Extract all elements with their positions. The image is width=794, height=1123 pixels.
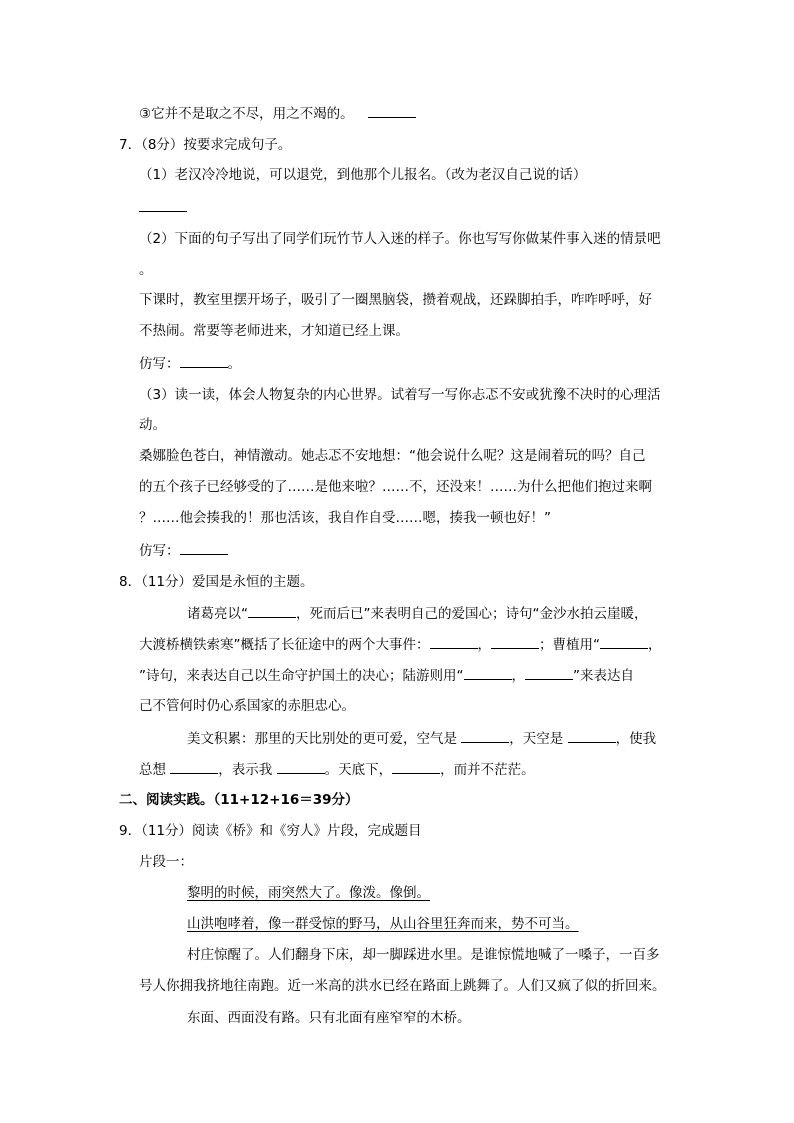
q8-line3: ”诗句，来表达自己以生命守护国土的决心；陆游则用“ ， ”来表达自 [139, 665, 634, 686]
q9-underlined-sentence-1: 黎明的时候，雨突然大了。像泼。像倒。 [187, 885, 430, 901]
answer-blank[interactable] [600, 634, 648, 649]
q9-excerpt-label: 片段一： [139, 854, 193, 870]
q9-underlined-sentence-2: 山洪咆哮着，像一群受惊的野马，从山谷里狂奔而来，势不可当。 [187, 916, 579, 932]
answer-blank[interactable] [368, 103, 416, 118]
answer-blank[interactable] [392, 759, 440, 774]
q7-part2-line1: （2）下面的句子写出了同学们玩竹节人入迷的样子。你也写写你做某件事入迷的情景吧 [139, 231, 661, 247]
answer-blank[interactable] [491, 634, 539, 649]
q7-part1-answer [139, 197, 187, 218]
q9-heading: 9．（11分）阅读《桥》和《穷人》片段，完成题目 [119, 823, 422, 839]
answer-blank[interactable] [170, 759, 218, 774]
q9-paragraph-line2: 号人你拥我挤地往南跑。近一米高的洪水已经在路面上跳舞了。人们又疯了似的折回来。 [139, 978, 666, 994]
q8-line6: 总想 ，表示我 。天底下， ，而并不茫茫。 [139, 759, 535, 780]
answer-blank[interactable] [139, 197, 187, 212]
answer-blank[interactable] [248, 603, 296, 618]
answer-blank[interactable] [525, 665, 573, 680]
q7-part2-example-line2: 不热闹。常要等老师进来，才知道已经上课。 [139, 323, 409, 339]
section-2-heading: 二、阅读实践。（11+12+16＝39分） [119, 792, 359, 808]
q7-part3-example-line2: 的五个孩子已经够受的了……是他来啦？……不，还没来！……为什么把他们抱过来啊 [139, 479, 652, 495]
q8-heading: 8．（11分）爱国是永恒的主题。 [119, 574, 314, 590]
q6-item-3: ③它并不是取之不尽，用之不竭的。 [139, 103, 416, 124]
q7-part3-line1: （3）读一读，体会人物复杂的内心世界。试着写一写你忐忑不安或犹豫不决时的心理活 [139, 387, 661, 403]
answer-blank[interactable] [464, 665, 512, 680]
q8-line1: 诸葛亮以“ ，死而后已”来表明自己的爱国心；诗句“金沙水拍云崖暖， [187, 603, 648, 624]
answer-blank[interactable] [430, 634, 478, 649]
q8-line2: 大渡桥横铁索寒”概括了长征途中的两个大事件： ， ；曹植用“ ， [139, 634, 662, 655]
answer-blank[interactable] [180, 353, 228, 368]
answer-blank[interactable] [180, 540, 228, 555]
q7-part3-example-line1: 桑娜脸色苍白，神情激动。她忐忑不安地想：“他会说什么呢？这是闹着玩的吗？自己 [139, 448, 646, 464]
answer-blank[interactable] [461, 728, 509, 743]
q8-line4: 己不管何时仍心系国家的赤胆忠心。 [139, 698, 355, 714]
answer-blank[interactable] [568, 728, 616, 743]
q7-part2-line2: 。 [139, 262, 153, 278]
q9-paragraph-line1: 村庄惊醒了。人们翻身下床，却一脚踩进水里。是谁惊慌地喊了一嗓子，一百多 [187, 947, 660, 963]
q7-part3-example-line3: ？……他会揍我的！那也活该，我自作自受……嗯，揍我一顿也好！” [139, 510, 551, 526]
q7-part2-example-line1: 下课时，教室里摆开场子，吸引了一圈黑脑袋，攒着观战，还跺脚拍手，咋咋呼呼，好 [139, 292, 652, 308]
q8-line5: 美文积累：那里的天比别处的更可爱，空气是 ，天空是 ，使我 [187, 728, 656, 749]
q7-part1: （1）老汉冷冷地说，可以退党，到他那个儿报名。（改为老汉自己说的话） [139, 167, 587, 183]
answer-blank[interactable] [277, 759, 325, 774]
q7-part2-imitate: 仿写： 。 [139, 353, 241, 374]
q7-part3-imitate: 仿写： [139, 540, 228, 561]
q9-paragraph-line3: 东面、西面没有路。只有北面有座窄窄的木桥。 [187, 1010, 471, 1026]
q7-heading: 7．（8分）按要求完成句子。 [119, 137, 292, 153]
q7-part3-line2: 动。 [139, 417, 166, 433]
